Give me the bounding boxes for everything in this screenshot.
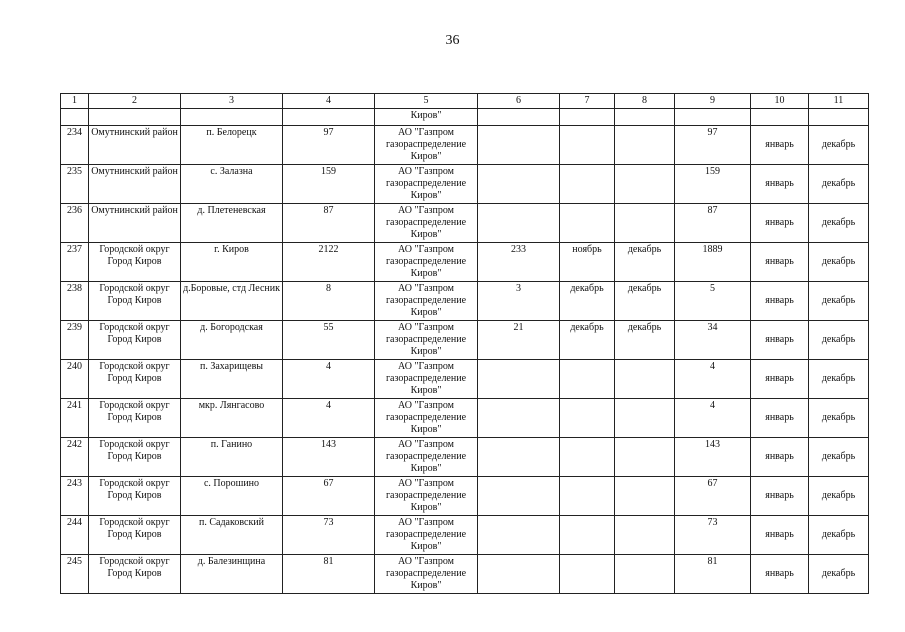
table-cell: АО "Газпром газораспределение Киров" — [375, 165, 478, 204]
table-cell: п. Ганино — [181, 438, 283, 477]
table-cell: январь — [751, 282, 809, 321]
table-cell — [89, 109, 181, 126]
table-cell: АО "Газпром газораспределение Киров" — [375, 477, 478, 516]
table-cell — [615, 555, 675, 594]
table-cell: АО "Газпром газораспределение Киров" — [375, 438, 478, 477]
table-cell — [751, 109, 809, 126]
table-cell: 143 — [283, 438, 375, 477]
table-cell: АО "Газпром газораспределение Киров" — [375, 399, 478, 438]
table-cell — [809, 109, 869, 126]
table-cell: декабрь — [809, 126, 869, 165]
table-cell — [560, 477, 615, 516]
table-cell — [478, 126, 560, 165]
table-cell: 234 — [61, 126, 89, 165]
table-cell — [478, 477, 560, 516]
table-cell: 67 — [283, 477, 375, 516]
table-cell: декабрь — [560, 321, 615, 360]
table-cell: с. Порошино — [181, 477, 283, 516]
table-cell: 233 — [478, 243, 560, 282]
table-cell — [615, 438, 675, 477]
table-cell: 243 — [61, 477, 89, 516]
table-cell — [478, 109, 560, 126]
table-cell: 81 — [283, 555, 375, 594]
table-cell — [560, 109, 615, 126]
table-cell: д.Боровые, стд Лесник — [181, 282, 283, 321]
table-cell — [615, 165, 675, 204]
table-cell — [478, 360, 560, 399]
table-cell — [560, 555, 615, 594]
table-cell: 245 — [61, 555, 89, 594]
table-cell: д. Плетеневская — [181, 204, 283, 243]
table-cell: 159 — [675, 165, 751, 204]
table-cell — [615, 109, 675, 126]
table-cell: 242 — [61, 438, 89, 477]
table-cell: 3 — [181, 94, 283, 109]
table-cell: декабрь — [809, 555, 869, 594]
table-cell: 2 — [89, 94, 181, 109]
table-cell: декабрь — [809, 360, 869, 399]
table-cell: 8 — [283, 282, 375, 321]
table-cell: декабрь — [809, 165, 869, 204]
table-cell: 3 — [478, 282, 560, 321]
table-cell: декабрь — [809, 438, 869, 477]
table-cell: Городской округ Город Киров — [89, 477, 181, 516]
table-row — [61, 282, 869, 321]
table-cell: декабрь — [809, 282, 869, 321]
table-cell: 55 — [283, 321, 375, 360]
table-cell: 67 — [675, 477, 751, 516]
table-cell: 73 — [675, 516, 751, 555]
table-cell: Городской округ Город Киров — [89, 243, 181, 282]
table-cell: АО "Газпром газораспределение Киров" — [375, 321, 478, 360]
table-cell: мкр. Лянгасово — [181, 399, 283, 438]
table-cell: 240 — [61, 360, 89, 399]
table-row — [61, 126, 869, 165]
table-cell: январь — [751, 321, 809, 360]
table-cell — [615, 399, 675, 438]
table-cell — [478, 204, 560, 243]
table-cell — [560, 399, 615, 438]
table-cell — [615, 360, 675, 399]
table-cell: Омутнинский район — [89, 126, 181, 165]
table-cell — [615, 516, 675, 555]
table-cell: январь — [751, 555, 809, 594]
table-cell — [478, 555, 560, 594]
table-cell: АО "Газпром газораспределение Киров" — [375, 555, 478, 594]
table-cell: Омутнинский район — [89, 204, 181, 243]
table-cell: АО "Газпром газораспределение Киров" — [375, 126, 478, 165]
table-cell: январь — [751, 204, 809, 243]
table-cell: 4 — [283, 399, 375, 438]
table-cell: АО "Газпром газораспределение Киров" — [375, 204, 478, 243]
table-row — [61, 321, 869, 360]
table-cell: январь — [751, 243, 809, 282]
table-cell: декабрь — [615, 243, 675, 282]
table-cell: декабрь — [809, 399, 869, 438]
table-row — [61, 555, 869, 594]
continuation-row — [61, 109, 869, 126]
table-cell — [560, 204, 615, 243]
table-cell: 11 — [809, 94, 869, 109]
table-cell: п. Садаковский — [181, 516, 283, 555]
table-cell — [560, 360, 615, 399]
table-cell — [478, 438, 560, 477]
table-cell: 7 — [560, 94, 615, 109]
table-cell: Городской округ Город Киров — [89, 282, 181, 321]
table-cell: 5 — [675, 282, 751, 321]
table-row — [61, 243, 869, 282]
table-cell: 21 — [478, 321, 560, 360]
table-cell — [560, 126, 615, 165]
table-cell: декабрь — [560, 282, 615, 321]
table-cell: д. Балезинщина — [181, 555, 283, 594]
table-cell: декабрь — [615, 282, 675, 321]
table-cell: 4 — [283, 360, 375, 399]
table-cell: 73 — [283, 516, 375, 555]
table-cell — [615, 204, 675, 243]
table-cell: декабрь — [809, 321, 869, 360]
table-cell: январь — [751, 516, 809, 555]
table-cell — [615, 477, 675, 516]
table-cell — [478, 165, 560, 204]
page-number: 36 — [445, 33, 460, 48]
table-row — [61, 360, 869, 399]
table-cell: декабрь — [615, 321, 675, 360]
table-cell: 97 — [675, 126, 751, 165]
table-cell: 238 — [61, 282, 89, 321]
table-cell: декабрь — [809, 243, 869, 282]
table-cell: Городской округ Город Киров — [89, 399, 181, 438]
table-row — [61, 399, 869, 438]
table-cell: Городской округ Город Киров — [89, 360, 181, 399]
table-cell: ноябрь — [560, 243, 615, 282]
table-cell: 235 — [61, 165, 89, 204]
table-cell: январь — [751, 126, 809, 165]
table-cell: АО "Газпром газораспределение Киров" — [375, 282, 478, 321]
table-cell: январь — [751, 477, 809, 516]
table-cell: 87 — [675, 204, 751, 243]
table-cell — [478, 399, 560, 438]
table-cell: 239 — [61, 321, 89, 360]
table-cell: 9 — [675, 94, 751, 109]
table-cell: Омутнинский район — [89, 165, 181, 204]
table-cell: АО "Газпром газораспределение Киров" — [375, 243, 478, 282]
table-cell: 241 — [61, 399, 89, 438]
table-cell: г. Киров — [181, 243, 283, 282]
table-cell: с. Залазна — [181, 165, 283, 204]
table-row — [61, 438, 869, 477]
table-cell — [61, 109, 89, 126]
table-cell — [675, 109, 751, 126]
table-cell: 236 — [61, 204, 89, 243]
table-cell: 4 — [283, 94, 375, 109]
table-cell: АО "Газпром газораспределение Киров" — [375, 516, 478, 555]
table-cell: 87 — [283, 204, 375, 243]
table-cell — [181, 109, 283, 126]
table-cell: январь — [751, 165, 809, 204]
table-cell: 237 — [61, 243, 89, 282]
table-cell: Городской округ Город Киров — [89, 438, 181, 477]
table-cell: январь — [751, 438, 809, 477]
table-cell — [560, 516, 615, 555]
table-cell — [560, 438, 615, 477]
table-row — [61, 516, 869, 555]
table-row — [61, 165, 869, 204]
table-cell: январь — [751, 399, 809, 438]
table-cell: декабрь — [809, 516, 869, 555]
table-cell — [478, 516, 560, 555]
table-cell: 1889 — [675, 243, 751, 282]
table-cell: Городской округ Город Киров — [89, 555, 181, 594]
table-cell: Киров" — [375, 109, 478, 126]
table-cell: 1 — [61, 94, 89, 109]
table-cell: п. Белорецк — [181, 126, 283, 165]
table-cell: 143 — [675, 438, 751, 477]
table-cell: 2122 — [283, 243, 375, 282]
table-cell: 81 — [675, 555, 751, 594]
header-row — [61, 94, 869, 109]
table-cell: декабрь — [809, 204, 869, 243]
table-cell — [283, 109, 375, 126]
table-cell: Городской округ Город Киров — [89, 516, 181, 555]
table-cell: 4 — [675, 360, 751, 399]
table-cell: 4 — [675, 399, 751, 438]
table-cell — [615, 126, 675, 165]
table-cell: 97 — [283, 126, 375, 165]
table-cell: АО "Газпром газораспределение Киров" — [375, 360, 478, 399]
table-cell: 6 — [478, 94, 560, 109]
table-row — [61, 204, 869, 243]
table-cell: 244 — [61, 516, 89, 555]
table-cell — [560, 165, 615, 204]
table-cell: январь — [751, 360, 809, 399]
table-cell: д. Богородская — [181, 321, 283, 360]
table-cell: Городской округ Город Киров — [89, 321, 181, 360]
table-cell: 8 — [615, 94, 675, 109]
table-cell: 34 — [675, 321, 751, 360]
data-table — [60, 93, 869, 594]
table-row — [61, 477, 869, 516]
table-cell: п. Захарищевы — [181, 360, 283, 399]
table-cell: декабрь — [809, 477, 869, 516]
table-cell: 5 — [375, 94, 478, 109]
table-cell: 159 — [283, 165, 375, 204]
table-cell: 10 — [751, 94, 809, 109]
